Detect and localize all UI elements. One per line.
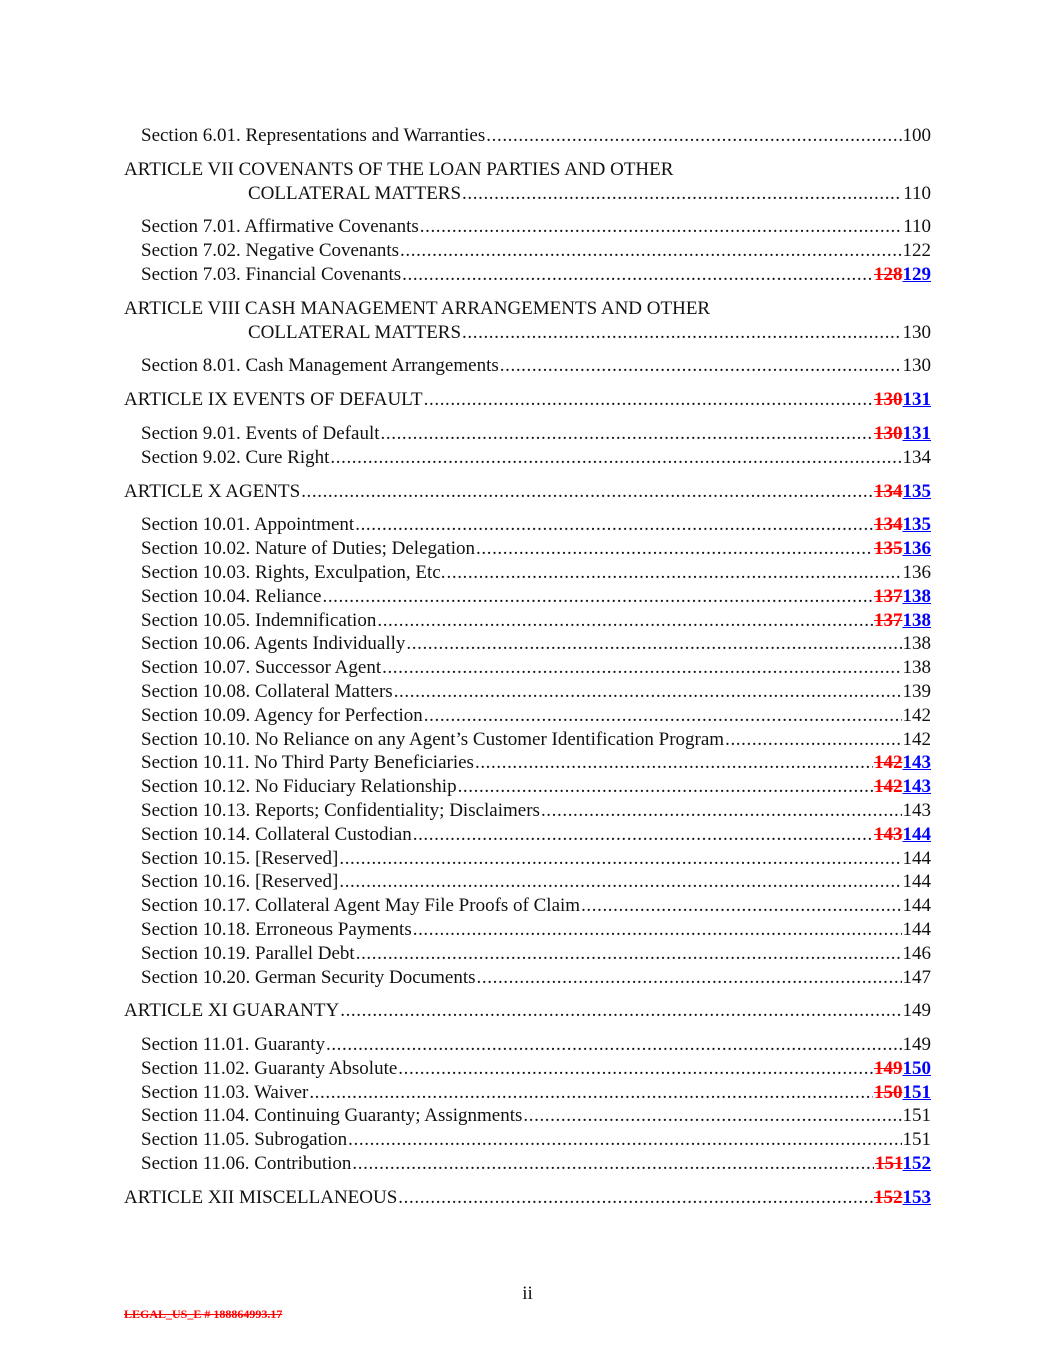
inserted-page-link[interactable]: 138 xyxy=(902,585,931,607)
inserted-page-link[interactable]: 135 xyxy=(902,480,931,502)
toc-page-number: 147 xyxy=(902,966,931,988)
toc-page-number: 122 xyxy=(902,240,931,262)
toc-entry-label: Section 10.02. Nature of Duties; Delegation xyxy=(141,538,476,560)
dot-leader xyxy=(462,321,901,345)
toc-entry[interactable] xyxy=(124,585,931,609)
dot-leader xyxy=(377,609,873,633)
dot-leader xyxy=(424,704,902,728)
toc-entry-label: Section 7.01. Affirmative Covenants xyxy=(141,216,419,238)
toc-entry[interactable] xyxy=(124,799,931,823)
toc-entry-label: Section 10.10. No Reliance on any Agent’s Customer Identification Program xyxy=(141,728,725,750)
dot-leader xyxy=(413,918,902,942)
toc-entry[interactable] xyxy=(124,561,931,585)
dot-leader xyxy=(398,1057,873,1081)
toc-article-entry[interactable] xyxy=(124,388,931,412)
toc-page-number: 149 xyxy=(902,1034,931,1056)
page-number: ii xyxy=(522,1283,533,1304)
inserted-page-link[interactable]: 131 xyxy=(902,422,931,444)
dot-leader xyxy=(424,388,873,412)
dot-leader xyxy=(475,751,873,775)
toc-entry[interactable] xyxy=(124,537,931,561)
toc-entry-label: Section 10.03. Rights, Exculpation, Etc. xyxy=(141,561,446,583)
inserted-page-link[interactable]: 131 xyxy=(902,389,931,411)
toc-entry-label: Section 7.02. Negative Covenants xyxy=(141,240,400,262)
toc-entry[interactable] xyxy=(124,966,931,990)
toc-entry-label: Section 8.01. Cash Management Arrangements xyxy=(141,355,499,377)
toc-article-title: ARTICLE XI GUARANTY xyxy=(124,1000,340,1022)
toc-entry-label: Section 10.16. [Reserved] xyxy=(141,871,339,893)
inserted-page-link[interactable]: 152 xyxy=(902,1153,931,1175)
deleted-page-number: 134 xyxy=(874,514,903,536)
toc-entry[interactable] xyxy=(124,918,931,942)
dot-leader xyxy=(581,894,901,918)
toc-page-number: 130 xyxy=(902,355,931,377)
dot-leader xyxy=(394,680,902,704)
dot-leader xyxy=(356,942,902,966)
dot-leader xyxy=(339,870,901,894)
toc-page-number: 149 xyxy=(902,1000,931,1022)
toc-article-title: ARTICLE XII MISCELLANEOUS xyxy=(124,1186,398,1208)
deleted-page-number: 135 xyxy=(874,538,903,560)
toc-page-number: 144 xyxy=(902,871,931,893)
toc-article-title-cont: COLLATERAL MATTERS xyxy=(248,182,462,204)
toc-entry-label: Section 11.04. Continuing Guaranty; Assignments xyxy=(141,1105,523,1127)
toc-article-title: ARTICLE VII COVENANTS OF THE LOAN PARTIES AND OTHER xyxy=(124,158,674,180)
toc-entry[interactable] xyxy=(124,823,931,847)
toc-page-number: 151 xyxy=(902,1105,931,1127)
toc-article-entry[interactable] xyxy=(124,480,931,504)
dot-leader xyxy=(500,354,902,378)
toc-entry[interactable] xyxy=(124,446,931,470)
inserted-page-link[interactable]: 143 xyxy=(902,776,931,798)
toc-article-title-cont: COLLATERAL MATTERS xyxy=(248,321,462,343)
dot-leader xyxy=(326,1033,902,1057)
toc-page-number: 110 xyxy=(903,182,931,204)
toc-entry[interactable] xyxy=(124,1057,931,1081)
toc-article-title: ARTICLE IX EVENTS OF DEFAULT xyxy=(124,389,423,411)
toc-entry[interactable] xyxy=(124,942,931,966)
inserted-page-link[interactable]: 135 xyxy=(902,514,931,536)
toc-entry-label: Section 10.19. Parallel Debt xyxy=(141,942,355,964)
toc-entry-label: Section 10.14. Collateral Custodian xyxy=(141,823,412,845)
deleted-page-number: 142 xyxy=(874,776,903,798)
deleted-page-number: 128 xyxy=(874,263,903,285)
deleted-page-number: 143 xyxy=(874,823,903,845)
toc-entry-label: Section 10.11. No Third Party Beneficiaries xyxy=(141,752,474,774)
dot-leader xyxy=(322,585,873,609)
dot-leader xyxy=(447,561,902,585)
dot-leader xyxy=(398,1186,873,1210)
table-of-contents xyxy=(124,124,931,1210)
toc-entry-label: Section 10.12. No Fiduciary Relationship xyxy=(141,776,457,798)
toc-entry-label: Section 10.18. Erroneous Payments xyxy=(141,918,412,940)
toc-page-number: 144 xyxy=(902,895,931,917)
toc-entry-label: Section 10.06. Agents Individually xyxy=(141,633,406,655)
toc-entry-label: Section 9.01. Events of Default xyxy=(141,422,380,444)
dot-leader xyxy=(301,480,873,504)
inserted-page-link[interactable]: 129 xyxy=(902,263,931,285)
toc-entry-label: Section 11.05. Subrogation xyxy=(141,1129,348,1151)
toc-entry[interactable] xyxy=(124,215,931,239)
toc-entry-label: Section 10.08. Collateral Matters xyxy=(141,680,393,702)
toc-entry-label: Section 11.03. Waiver xyxy=(141,1081,309,1103)
toc-page-number: 143 xyxy=(902,799,931,821)
toc-entry[interactable] xyxy=(124,656,931,680)
deleted-page-number: 130 xyxy=(874,422,903,444)
toc-entry[interactable] xyxy=(124,513,931,537)
toc-entry-label: Section 11.06. Contribution xyxy=(141,1153,352,1175)
dot-leader xyxy=(541,799,902,823)
toc-entry[interactable] xyxy=(124,354,931,378)
toc-entry[interactable] xyxy=(124,1033,931,1057)
toc-entry[interactable] xyxy=(124,422,931,446)
toc-entry[interactable] xyxy=(124,870,931,894)
toc-page-number: 100 xyxy=(902,125,931,146)
toc-entry-label: Section 10.09. Agency for Perfection xyxy=(141,704,423,726)
dot-leader xyxy=(309,1081,873,1105)
toc-entry-label: Section 6.01. Representations and Warranties xyxy=(141,125,486,146)
toc-entry[interactable] xyxy=(124,704,931,728)
toc-page-number: 130 xyxy=(902,321,931,343)
toc-entry[interactable] xyxy=(124,124,931,148)
toc-entry-label: Section 11.01. Guaranty xyxy=(141,1034,325,1056)
toc-entry-label: Section 7.03. Financial Covenants xyxy=(141,263,402,285)
dot-leader xyxy=(355,513,873,537)
dot-leader xyxy=(458,775,873,799)
toc-page-number: 134 xyxy=(902,446,931,468)
toc-entry[interactable] xyxy=(124,847,931,871)
toc-page-number: 142 xyxy=(902,728,931,750)
toc-entry[interactable] xyxy=(124,632,931,656)
toc-entry[interactable] xyxy=(124,728,931,752)
toc-entry-label: Section 10.04. Reliance xyxy=(141,585,322,607)
dot-leader xyxy=(348,1128,901,1152)
deleted-page-number: 137 xyxy=(874,609,903,631)
deleted-page-number: 134 xyxy=(874,480,903,502)
deleted-page-number: 142 xyxy=(874,752,903,774)
deleted-page-number: 137 xyxy=(874,585,903,607)
document-id: LEGAL_US_E # 188864993.17 xyxy=(124,1307,283,1321)
toc-entry[interactable] xyxy=(124,775,931,799)
dot-leader xyxy=(402,263,873,287)
toc-entry-label: Section 10.01. Appointment xyxy=(141,514,355,536)
toc-entry[interactable] xyxy=(124,1128,931,1152)
dot-leader xyxy=(382,656,901,680)
toc-entry[interactable] xyxy=(124,894,931,918)
toc-article-entry[interactable] xyxy=(124,1186,931,1210)
deleted-page-number: 150 xyxy=(874,1081,903,1103)
deleted-page-number: 130 xyxy=(874,389,903,411)
deleted-page-number: 149 xyxy=(874,1057,903,1079)
deleted-page-number: 151 xyxy=(875,1153,903,1175)
toc-entry[interactable] xyxy=(124,609,931,633)
inserted-page-link[interactable]: 151 xyxy=(902,1081,931,1103)
dot-leader xyxy=(413,823,873,847)
toc-page-number: 110 xyxy=(903,216,931,238)
toc-article-title: ARTICLE VIII CASH MANAGEMENT ARRANGEMENTS AND OTHER xyxy=(124,297,711,319)
toc-entry-label: Section 9.02. Cure Right xyxy=(141,446,330,468)
inserted-page-link[interactable]: 144 xyxy=(902,823,931,845)
toc-entry[interactable] xyxy=(124,1081,931,1105)
toc-page-number: 139 xyxy=(902,680,931,702)
toc-entry-label: Section 10.13. Reports; Confidentiality; Disclaimers xyxy=(141,799,540,821)
toc-entry-label: Section 10.07. Successor Agent xyxy=(141,657,382,679)
inserted-page-link[interactable]: 150 xyxy=(902,1057,931,1079)
toc-entry-label: Section 11.02. Guaranty Absolute xyxy=(141,1057,398,1079)
dot-leader xyxy=(381,422,873,446)
dot-leader xyxy=(476,537,873,561)
toc-entry[interactable] xyxy=(124,1104,931,1128)
toc-entry[interactable] xyxy=(124,263,931,287)
dot-leader xyxy=(523,1104,901,1128)
toc-page-number: 138 xyxy=(902,633,931,655)
toc-article-entry[interactable] xyxy=(124,297,931,345)
toc-page-number: 136 xyxy=(902,561,931,583)
toc-page-number: 146 xyxy=(902,942,931,964)
dot-leader xyxy=(400,239,901,263)
toc-article-title: ARTICLE X AGENTS xyxy=(124,480,301,502)
inserted-page-link[interactable]: 153 xyxy=(902,1186,931,1208)
dot-leader xyxy=(352,1152,874,1176)
toc-page-number: 142 xyxy=(902,704,931,726)
deleted-page-number: 152 xyxy=(874,1186,903,1208)
dot-leader xyxy=(340,999,901,1023)
dot-leader xyxy=(330,446,901,470)
dot-leader xyxy=(486,124,901,148)
toc-entry-label: Section 10.20. German Security Documents xyxy=(141,966,476,988)
toc-entry[interactable] xyxy=(124,239,931,263)
toc-page-number: 144 xyxy=(902,847,931,869)
dot-leader xyxy=(420,215,902,239)
dot-leader xyxy=(339,847,901,871)
dot-leader xyxy=(462,182,902,206)
toc-article-entry[interactable] xyxy=(124,158,931,206)
inserted-page-link[interactable]: 138 xyxy=(902,609,931,631)
toc-entry-label: Section 10.17. Collateral Agent May File Proofs of Claim xyxy=(141,895,581,917)
toc-entry-label: Section 10.15. [Reserved] xyxy=(141,847,339,869)
toc-page-number: 151 xyxy=(902,1129,931,1151)
dot-leader xyxy=(477,966,902,990)
toc-article-entry[interactable] xyxy=(124,999,931,1023)
toc-entry[interactable] xyxy=(124,680,931,704)
toc-entry[interactable] xyxy=(124,751,931,775)
inserted-page-link[interactable]: 136 xyxy=(902,538,931,560)
toc-page-number: 138 xyxy=(902,657,931,679)
toc-page-number: 144 xyxy=(902,918,931,940)
dot-leader xyxy=(406,632,901,656)
dot-leader xyxy=(725,728,901,752)
toc-entry-label: Section 10.05. Indemnification xyxy=(141,609,377,631)
toc-entry[interactable] xyxy=(124,1152,931,1176)
inserted-page-link[interactable]: 143 xyxy=(902,752,931,774)
